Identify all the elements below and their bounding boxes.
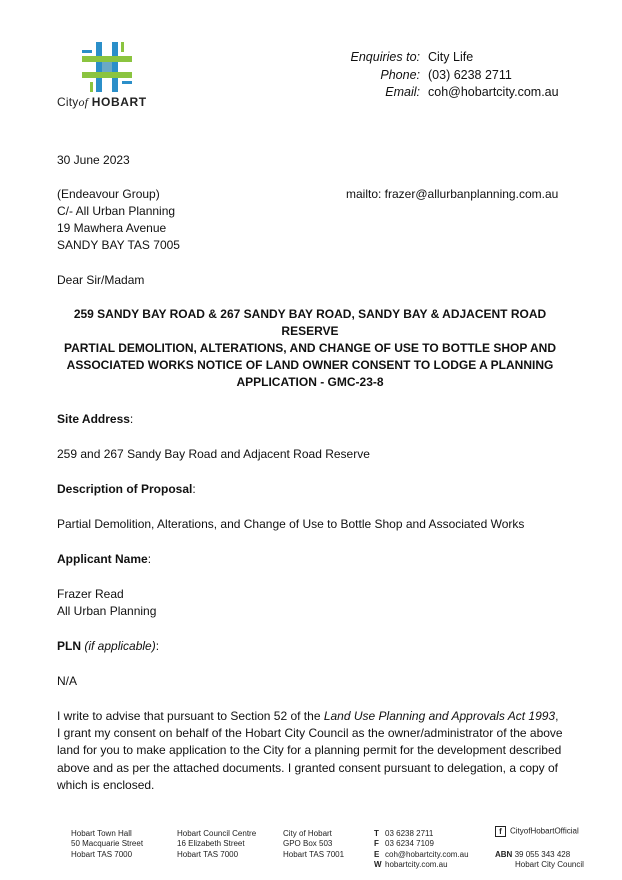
contact-phone: T 03 6238 2711 — [374, 829, 434, 838]
enquiries-label: Enquiries to: — [350, 50, 420, 64]
facebook-icon: f — [495, 826, 506, 837]
addressee-line: (Endeavour Group) — [57, 187, 160, 201]
applicant-line: Frazer Read — [57, 587, 124, 601]
pln-value: N/A — [57, 674, 78, 688]
proposal-value: Partial Demolition, Alterations, and Change of Use to Bottle Shop and Associated Works — [57, 517, 525, 531]
title-line-subject: PARTIAL DEMOLITION, ALTERATIONS, AND CHANGE OF USE TO BOTTLE SHOP AND ASSOCIATED WORKS NOTICE OF LAND OWNER CONSENT TO LODGE A PLANNING APPLICATION - GMC-23-8 — [63, 341, 556, 389]
footer-contacts — [374, 829, 469, 871]
act-name: Land Use Planning and Approvals Act 1993 — [323, 709, 556, 723]
footer-facebook[interactable]: f CityofHobartOfficial — [495, 826, 579, 837]
phone-label: Phone: — [380, 67, 420, 82]
phone-value: (03) 6238 2711 — [428, 67, 512, 82]
consent-paragraph: I write to advise that pursuant to Section 52 of the Land Use Planning and Approvals Act 1993, I grant my consent on behalf of the Hobart City Council as the owner/administrator of the above land for you to make application to the City for a planning permit for the development described above and as per the attached documents. I granted consent pursuant to delegation, a copy of which is enclosed. — [57, 709, 563, 792]
mailto-link[interactable]: mailto: frazer@allurbanplanning.com.au — [346, 187, 559, 201]
contact-web: W hobartcity.com.au — [374, 860, 448, 870]
city-of-hobart-logo — [82, 42, 132, 92]
title-line-address: 259 SANDY BAY ROAD & 267 SANDY BAY ROAD, SANDY BAY & ADJACENT ROAD RESERVE — [73, 307, 547, 338]
footer-postal: City of Hobart GPO Box 503 Hobart TAS 7001 — [283, 829, 345, 859]
proposal-heading: Description of Proposal: — [57, 482, 196, 496]
footer-abn: ABN 39 055 343 428 Hobart City Council — [495, 850, 584, 870]
site-address-value: 259 and 267 Sandy Bay Road and Adjacent Road Reserve — [57, 447, 370, 461]
salutation: Dear Sir/Madam — [57, 273, 145, 287]
contact-fax: F 03 6234 7109 — [374, 839, 434, 849]
letter-title — [57, 306, 563, 391]
applicant-heading: Applicant Name: — [57, 552, 152, 566]
addressee-block — [57, 186, 180, 254]
pln-heading: PLN (if applicable): — [57, 639, 160, 653]
addressee-line: C/- All Urban Planning — [57, 204, 176, 218]
contact-email: E coh@hobartcity.com.au — [374, 849, 469, 859]
applicant-line: All Urban Planning — [57, 604, 157, 618]
site-address-heading: Site Address: — [57, 412, 134, 426]
enquiries-block — [330, 49, 559, 102]
footer-town-hall: Hobart Town Hall 50 Macquarie Street Hobart TAS 7000 — [71, 829, 144, 859]
addressee-line: SANDY BAY TAS 7005 — [57, 238, 180, 252]
addressee-line: 19 Mawhera Avenue — [57, 221, 167, 235]
enquiries-value: City Life — [428, 50, 474, 64]
email-label: Email: — [385, 85, 420, 99]
letter-date: 30 June 2023 — [57, 153, 130, 167]
footer-council-centre: Hobart Council Centre 16 Elizabeth Street Hobart TAS 7000 — [177, 829, 257, 859]
logo-wordmark: Cityof HOBART — [57, 95, 147, 109]
email-value[interactable]: coh@hobartcity.com.au — [428, 85, 559, 99]
applicant-value — [57, 586, 156, 620]
